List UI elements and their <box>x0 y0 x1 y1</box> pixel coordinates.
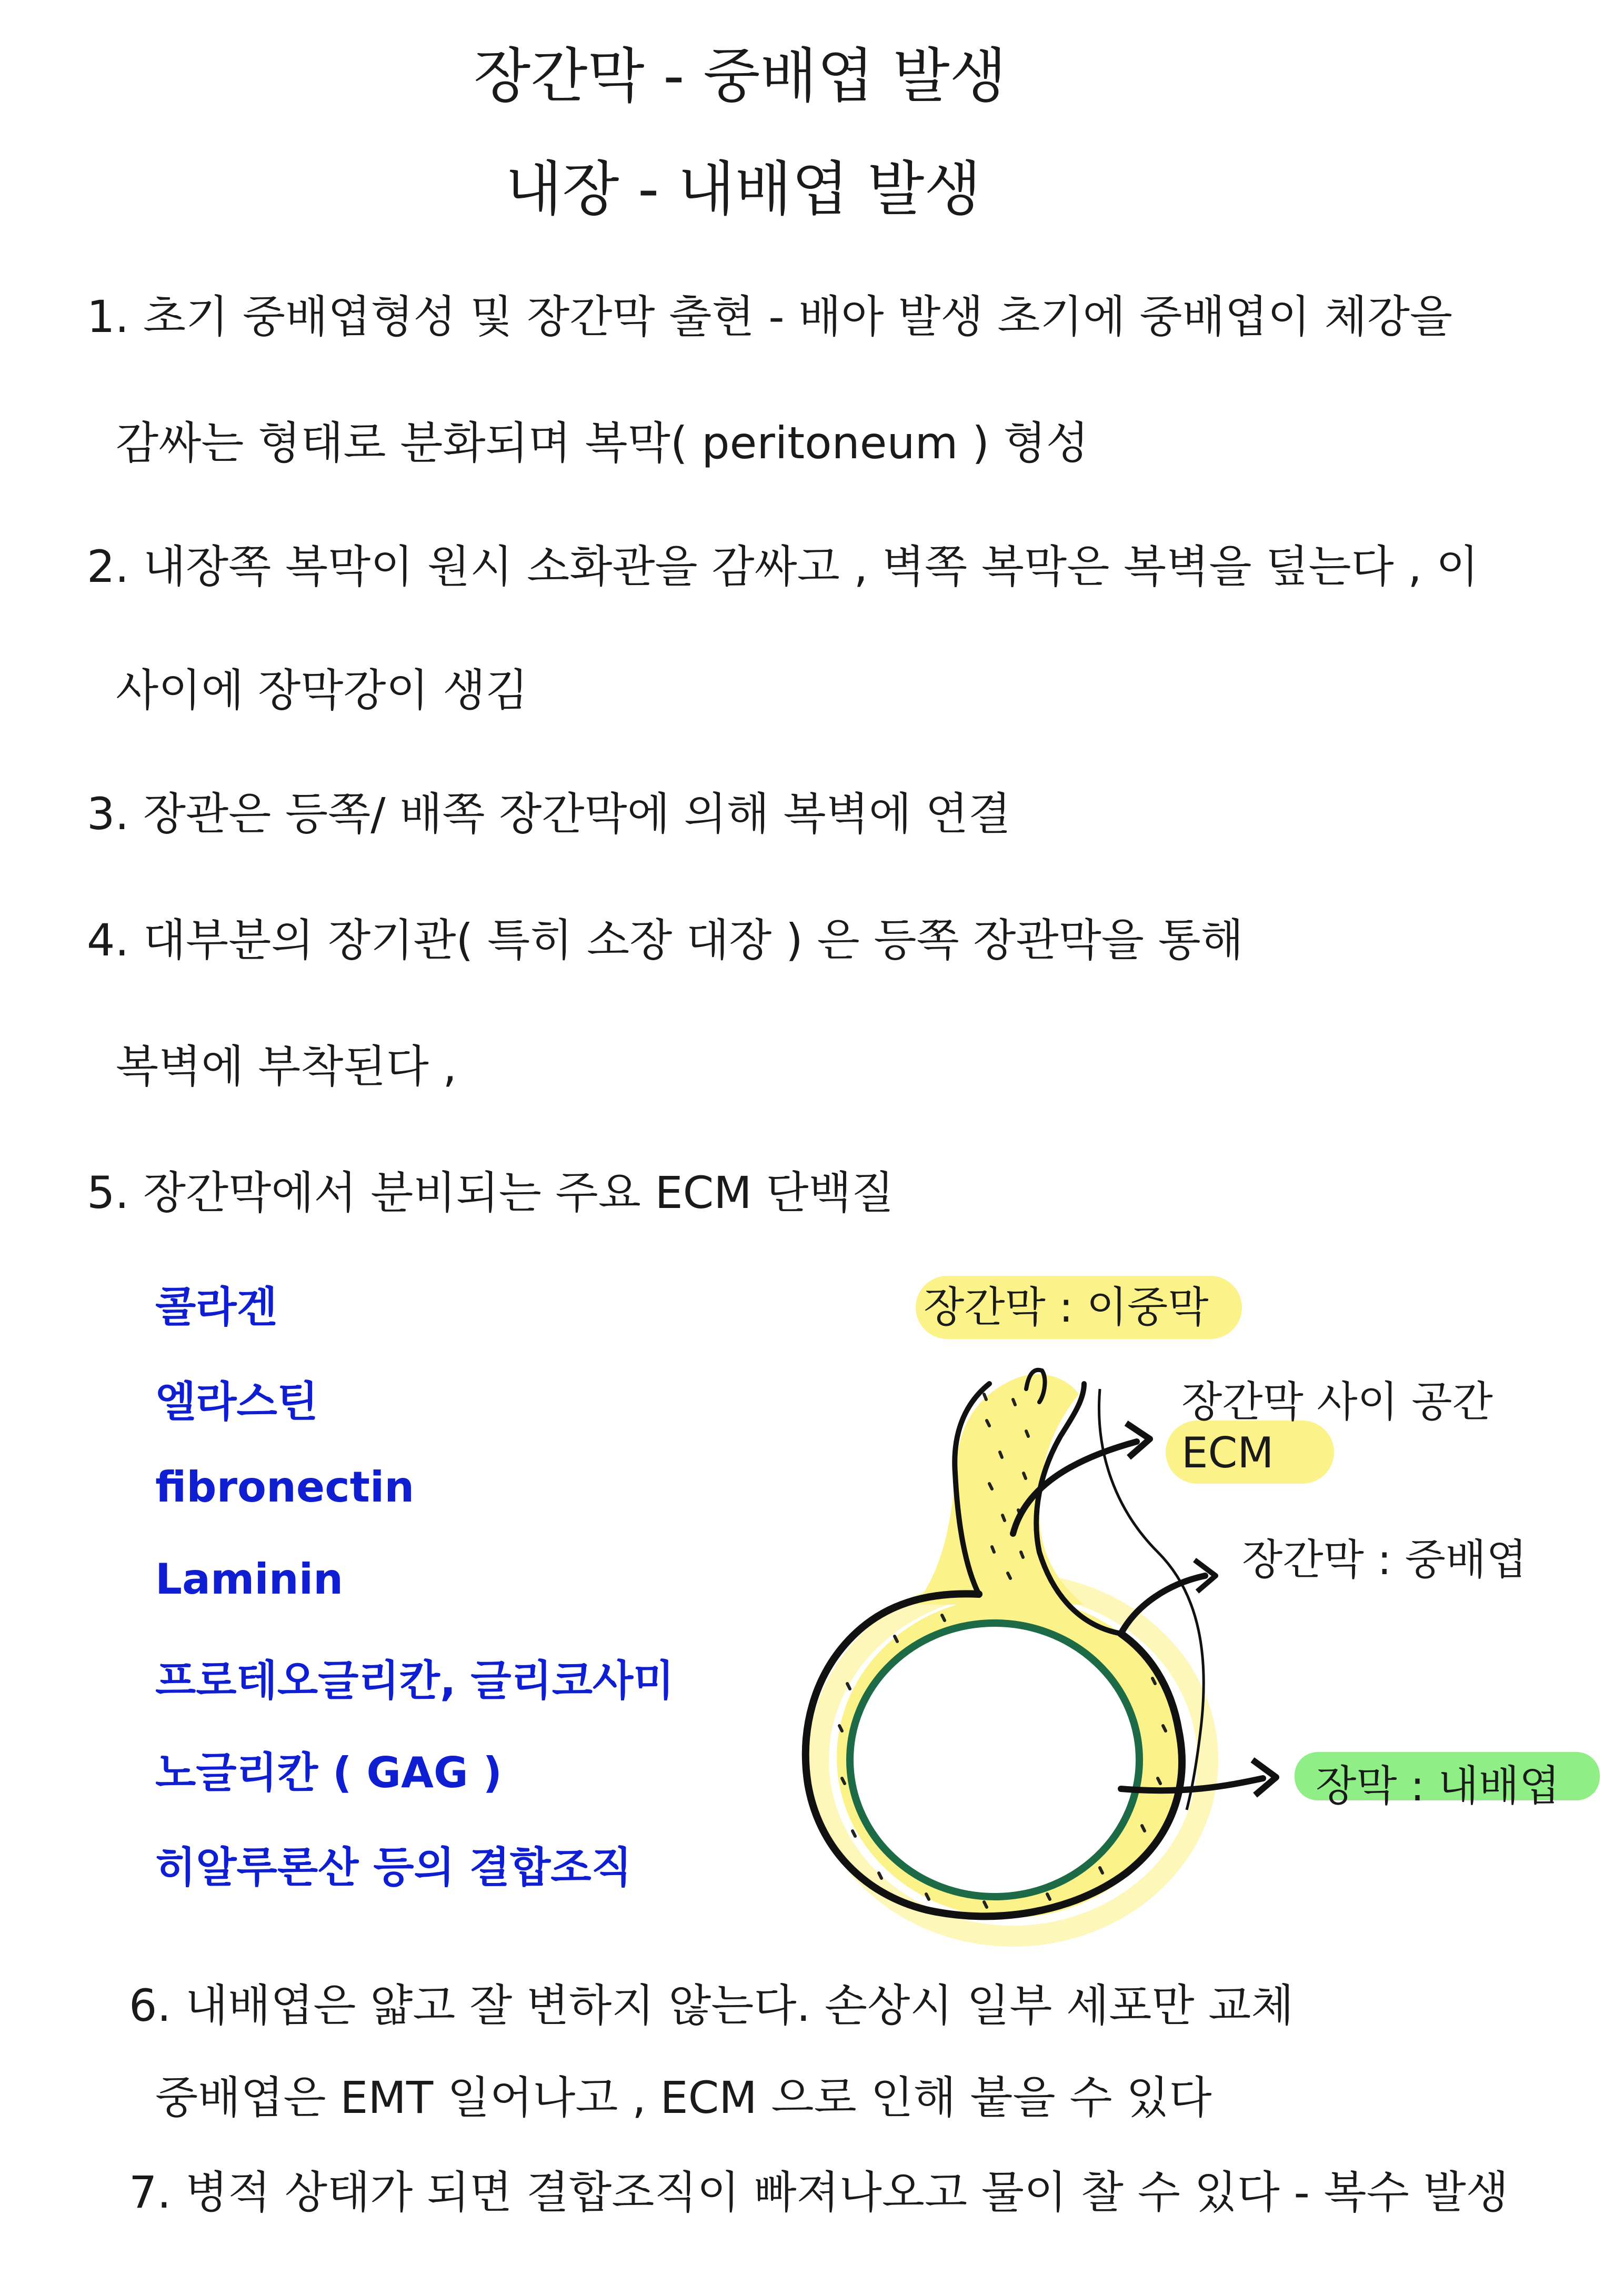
label-endoderm: 장막 : 내배엽 <box>1316 1761 1560 1810</box>
gut-lumen <box>853 1626 1137 1894</box>
ecm-item-hyaluronic-acid: 히알루론산 등의 결합조직 <box>155 1843 632 1892</box>
item-2-line-2: 사이에 장막강이 생김 <box>116 664 528 716</box>
item-3: 3. 장관은 등쪽/ 배쪽 장간막에 의해 복벽에 연결 <box>87 788 1011 840</box>
item-6-line-2: 중배엽은 EMT 일어나고 , ECM 으로 인해 붙을 수 있다 <box>155 2072 1212 2123</box>
label-ecm: ECM <box>1181 1428 1274 1477</box>
item-1-line-1: 1. 초기 중배엽형성 및 장간막 출현 - 배아 발생 초기에 중배엽이 체강을 <box>87 291 1453 343</box>
item-5: 5. 장간막에서 분비되는 주요 ECM 단백질 <box>87 1167 894 1219</box>
ecm-item-gag: 노글리칸 ( GAG ) <box>155 1748 503 1797</box>
label-mesentery-space: 장간막 사이 공간 <box>1181 1377 1493 1426</box>
item-6-line-1: 6. 내배엽은 얇고 잘 변하지 않는다. 손상시 일부 세포만 교체 <box>129 1980 1294 2031</box>
item-2-line-1: 2. 내장쪽 복막이 원시 소화관을 감싸고 , 벽쪽 복막은 복벽을 덮는다 , 이 <box>87 541 1479 592</box>
item-7: 7. 병적 상태가 되면 결합조직이 빠져나오고 물이 찰 수 있다 - 복수 발생 <box>129 2167 1509 2218</box>
title-line-1: 장간막 - 중배엽 발생 <box>474 42 1007 110</box>
ecm-item-collagen: 콜라겐 <box>155 1283 277 1332</box>
title-line-2: 내장 - 내배엽 발생 <box>505 155 981 224</box>
label-double-membrane: 장간막 : 이중막 <box>924 1283 1209 1332</box>
item-4-line-2: 복벽에 부착된다 , <box>116 1041 457 1092</box>
ecm-item-fibronectin: fibronectin <box>155 1463 415 1512</box>
ecm-item-elastin: 엘라스틴 <box>155 1377 318 1426</box>
mesentery-stalk <box>916 1374 1084 1605</box>
ecm-item-laminin: Laminin <box>155 1555 344 1604</box>
item-4-line-1: 4. 대부분의 장기관( 특히 소장 대장 ) 은 등쪽 장관막을 통해 <box>87 914 1244 966</box>
label-mesoderm: 장간막 : 중배엽 <box>1242 1535 1527 1584</box>
ecm-item-proteoglycan: 프로테오글리칸, 글리코사미 <box>155 1656 674 1705</box>
item-1-line-2: 감싸는 형태로 분화되며 복막( peritoneum ) 형성 <box>116 417 1089 469</box>
